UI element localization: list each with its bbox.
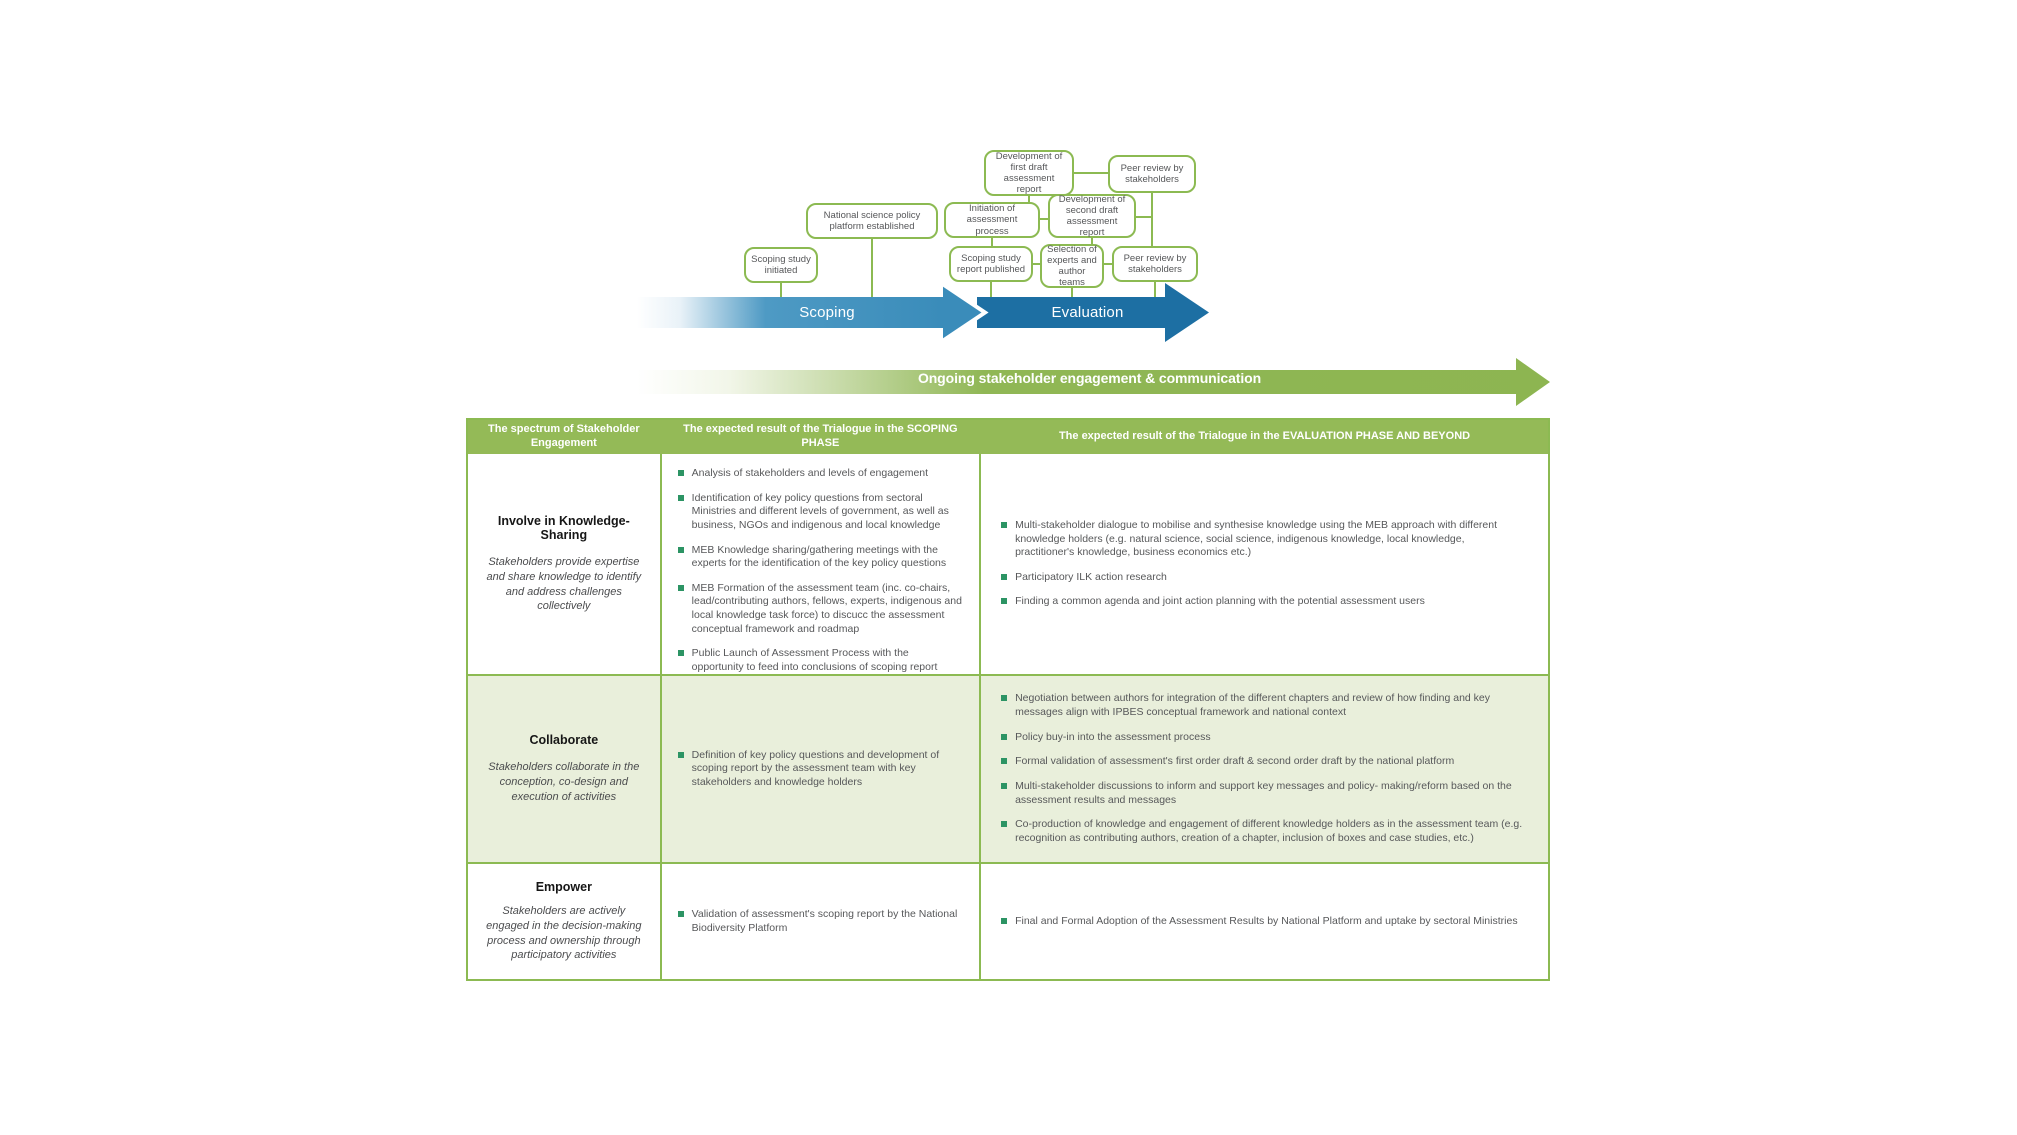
stakeholder-spectrum-table (466, 418, 1550, 981)
list-item (1001, 818, 1524, 845)
bullet-label: MEB Knowledge sharing/gathering meetings with the experts for the identification of the key policy questions (691, 543, 947, 570)
table-row (468, 676, 1548, 864)
connector-line (1136, 216, 1153, 218)
list-item (1001, 519, 1524, 560)
bullet-icon (678, 470, 684, 476)
connector-line (1074, 172, 1110, 174)
row-title: Involve in Knowledge-Sharing (497, 513, 630, 542)
scoping-cell-empower (662, 864, 981, 979)
milestone-initiation-assessment-process: Initiation of assessment process (944, 202, 1040, 238)
milestone-scoping-study-initiated: Scoping study initiated (744, 247, 818, 283)
bullet-label: Validation of assessment's scoping report by the National Biodiversity Platform (691, 907, 958, 934)
row-title: Collaborate (529, 733, 599, 748)
bullet-icon (1001, 598, 1007, 604)
bullet-icon (1001, 522, 1007, 528)
table-row (468, 454, 1548, 676)
bullet-icon (1001, 918, 1007, 924)
milestone-development-second-draft: Development of second draft assessment report (1048, 194, 1136, 238)
list-item (678, 582, 963, 637)
row-description: Stakeholders collaborate in the conception, co-design and execution of activities (488, 761, 640, 803)
milestone-development-first-draft: Development of first draft assessment report (984, 150, 1074, 196)
phase-label-evaluation: Evaluation (1051, 304, 1124, 321)
scoping-cell-involve (662, 454, 981, 674)
bullet-icon (1001, 734, 1007, 740)
list-item (1001, 755, 1524, 769)
bullet-icon (1001, 758, 1007, 764)
bullet-label: Identification of key policy questions from sectoral Ministries and different levels of government, as well as business, NGOs and indigenous and local knowledge (691, 491, 949, 531)
bullet-label: Co-production of knowledge and engagement of different knowledge holders as in the assessment team (e.g. recognition as contributing authors, creation of a chapter, inclusion of boxes and case studies, etc.) (1015, 818, 1523, 844)
spectrum-cell-empower (468, 864, 662, 979)
bullet-label: MEB Formation of the assessment team (inc. co-chairs, lead/contributing authors, fellows, experts, indigenous and local knowledge task force) to discucc the assessment conceptual framework and roadmap (691, 581, 962, 635)
list-item (1001, 915, 1524, 929)
list-item (1001, 731, 1524, 745)
phase-label-scoping: Scoping (799, 304, 855, 321)
header-evaluation-phase: The expected result of the Trialogue in the EVALUATION PHASE AND BEYOND (1058, 430, 1471, 443)
bullet-icon (1001, 821, 1007, 827)
bullet-label: Analysis of stakeholders and levels of engagement (691, 467, 929, 479)
connector-line (1151, 192, 1153, 248)
scoping-cell-collaborate (662, 676, 981, 862)
spectrum-cell-collaborate (468, 676, 662, 862)
bullet-icon (678, 547, 684, 553)
header-scoping-phase: The expected result of the Trialogue in the SCOPING PHASE (683, 423, 958, 449)
bullet-icon (678, 495, 684, 501)
list-item (1001, 692, 1524, 719)
evaluation-cell-collaborate (981, 676, 1548, 862)
list-item (1001, 780, 1524, 807)
bullet-label: Participatory ILK action research (1015, 570, 1167, 583)
header-spectrum: The spectrum of Stakeholder Engagement (488, 423, 640, 449)
bullet-icon (678, 585, 684, 591)
list-item (678, 749, 963, 790)
list-item (678, 647, 963, 674)
list-item (1001, 595, 1524, 609)
bullet-label: Multi-stakeholder discussions to inform and support key messages and policy- making/reform based on the assessment results and messages (1015, 780, 1512, 806)
bullet-icon (1001, 574, 1007, 580)
bullet-label: Public Launch of Assessment Process with the opportunity to feed into conclusions of scoping report (691, 647, 938, 674)
evaluation-cell-involve (981, 454, 1548, 674)
milestone-selection-experts-authors: Selection of experts and author teams (1040, 244, 1104, 288)
engagement-banner-label: Ongoing stakeholder engagement & communication (917, 370, 1262, 386)
table-header-row (468, 420, 1548, 454)
bullet-icon (678, 752, 684, 758)
bullet-label: Negotiation between authors for integration of the different chapters and review of how finding and key messages align with IPBES conceptual framework and national context (1015, 692, 1491, 719)
bullet-label: Final and Formal Adoption of the Assessment Results by National Platform and uptake by sectoral Ministries (1015, 914, 1518, 927)
bullet-label: Multi-stakeholder dialogue to mobilise and synthesise knowledge using the MEB approach with different knowledge holders (e.g. natural science, social science, indigenous knowledge, local knowledge, practitioner's knowledge, business economics etc.) (1015, 518, 1497, 559)
list-item (678, 467, 963, 481)
milestone-scoping-report-published: Scoping study report published (949, 246, 1033, 282)
row-description: Stakeholders provide expertise and share knowledge to identify and address challenges collectively (486, 555, 642, 613)
bullet-label: Finding a common agenda and joint action planning with the potential assessment users (1015, 595, 1425, 608)
bullet-icon (678, 650, 684, 656)
list-item (678, 544, 963, 571)
milestone-national-science-policy-platform: National science policy platform established (806, 203, 938, 239)
bullet-label: Formal validation of assessment's first order draft & second order draft by the national platform (1015, 755, 1455, 768)
bullet-label: Policy buy-in into the assessment process (1015, 730, 1211, 743)
bullet-icon (1001, 695, 1007, 701)
spectrum-cell-involve (468, 454, 662, 674)
milestone-peer-review-stakeholders-bottom: Peer review by stakeholders (1112, 246, 1198, 282)
row-description: Stakeholders are actively engaged in the decision-making process and ownership through participatory activities (486, 904, 642, 962)
table-row (468, 864, 1548, 979)
bullet-icon (678, 911, 684, 917)
row-title: Empower (535, 879, 592, 894)
list-item (678, 492, 963, 533)
list-item (1001, 571, 1524, 585)
evaluation-cell-empower (981, 864, 1548, 979)
bullet-label: Definition of key policy questions and development of scoping report by the assessment team with key stakeholders and knowledge holders (691, 748, 940, 788)
list-item (678, 908, 963, 935)
bullet-icon (1001, 783, 1007, 789)
milestone-peer-review-stakeholders-top: Peer review by stakeholders (1108, 155, 1196, 193)
